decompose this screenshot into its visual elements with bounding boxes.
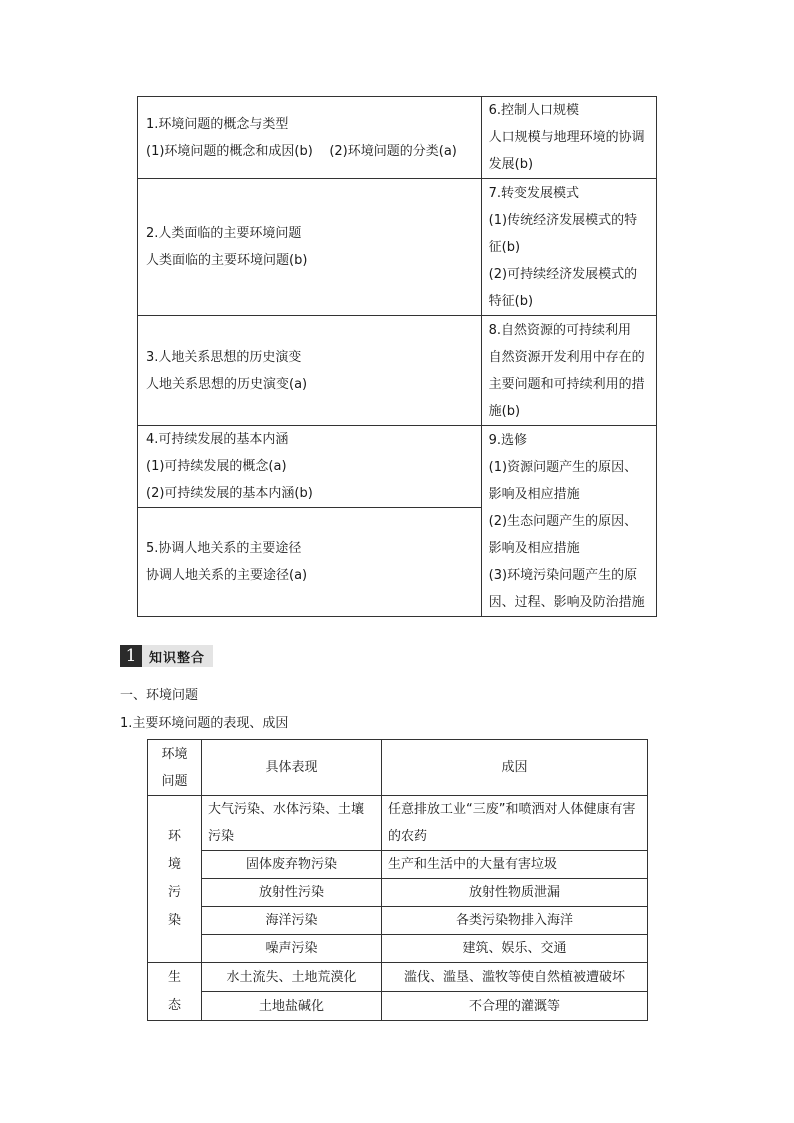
syllabus-line: 人口规模与地理环境的协调发展(b): [488, 130, 645, 172]
syllabus-cell-9: [481, 426, 656, 617]
manifestation-cell: 噪声污染: [202, 935, 382, 963]
table-row: [148, 907, 648, 935]
table-row: [148, 851, 648, 879]
syllabus-title: 5.协调人地关系的主要途径: [146, 541, 302, 556]
manifestation-cell: 土地盐碱化: [202, 992, 382, 1021]
table-row: [148, 879, 648, 907]
syllabus-line: (1)传统经济发展模式的特征(b): [488, 212, 638, 255]
cause-cell: 各类污染物排入海洋: [382, 907, 648, 935]
syllabus-cell-1: [138, 97, 482, 179]
manifestation-cell: 大气污染、水体污染、土壤污染: [202, 796, 382, 851]
syllabus-cell-2: [138, 179, 482, 316]
syllabus-title: 1.环境问题的概念与类型: [146, 116, 289, 132]
syllabus-title: 2.人类面临的主要环境问题: [146, 226, 302, 241]
syllabus-line: (2)可持续发展的基本内涵(b): [146, 486, 313, 501]
syllabus-title: 3.人地关系思想的历史演变: [146, 349, 302, 365]
section-number: 1: [120, 645, 142, 667]
syllabus-cell-8: [481, 316, 656, 426]
subsection-heading: 1.主要环境问题的表现、成因: [120, 716, 289, 731]
syllabus-overview-table: [137, 96, 657, 617]
syllabus-title: 7.转变发展模式: [488, 185, 580, 201]
syllabus-title: 9.选修: [488, 432, 528, 448]
group-cell-ecology: 生态: [148, 963, 202, 1021]
syllabus-line: (1)可持续发展的概念(a): [146, 459, 287, 474]
syllabus-cell-7: [481, 179, 656, 316]
header-cell-manifestation: 具体表现: [202, 740, 382, 796]
syllabus-cell-3: [138, 316, 482, 426]
syllabus-line: 自然资源开发利用中存在的主要问题和可持续利用的措施(b): [488, 349, 645, 419]
cause-cell: 滥伐、滥垦、滥牧等使自然植被遭破坏: [382, 963, 648, 992]
syllabus-title: 4.可持续发展的基本内涵: [146, 432, 289, 447]
syllabus-line: (1)环境问题的概念和成因(b) (2)环境问题的分类(a): [146, 143, 457, 159]
manifestation-cell: 海洋污染: [202, 907, 382, 935]
manifestation-cell: 水土流失、土地荒漠化: [202, 963, 382, 992]
cause-cell: 放射性物质泄漏: [382, 879, 648, 907]
environment-problem-table: [147, 739, 648, 1021]
syllabus-cell-5: [138, 508, 482, 617]
manifestation-cell: 放射性污染: [202, 879, 382, 907]
syllabus-cell-6: [481, 97, 656, 179]
syllabus-line: (2)生态问题产生的原因、影响及相应措施: [488, 513, 638, 556]
section-label: 知识整合: [142, 645, 213, 667]
cause-cell: 建筑、娱乐、交通: [382, 935, 648, 963]
cause-cell: 不合理的灌溉等: [382, 992, 648, 1021]
table-row: [148, 963, 648, 992]
syllabus-line: 人类面临的主要环境问题(b): [146, 253, 308, 268]
syllabus-line: 协调人地关系的主要途径(a): [146, 568, 308, 583]
section-heading: 一、环境问题: [120, 688, 199, 703]
syllabus-line: (2)可持续经济发展模式的特征(b): [488, 266, 638, 309]
syllabus-line: (1)资源问题产生的原因、影响及相应措施: [488, 459, 638, 502]
table-row: [148, 935, 648, 963]
syllabus-title: 8.自然资源的可持续利用: [488, 322, 632, 338]
syllabus-cell-4: [138, 426, 482, 508]
manifestation-cell: 固体废弃物污染: [202, 851, 382, 879]
group-cell-pollution: 环境污染: [148, 796, 202, 963]
cause-cell: 生产和生活中的大量有害垃圾: [382, 851, 648, 879]
syllabus-line: (3)环境污染问题产生的原因、过程、影响及防治措施: [488, 567, 645, 610]
table-row: [148, 796, 648, 851]
syllabus-line: 人地关系思想的历史演变(a): [146, 376, 308, 392]
header-cell-cause: 成因: [382, 740, 648, 796]
table-row: [148, 992, 648, 1021]
cause-cell: 任意排放工业“三废”和喷洒对人体健康有害的农药: [382, 796, 648, 851]
header-cell-problem: 环境问题: [148, 740, 202, 796]
section-badge: [120, 645, 213, 667]
syllabus-title: 6.控制人口规模: [488, 103, 580, 118]
